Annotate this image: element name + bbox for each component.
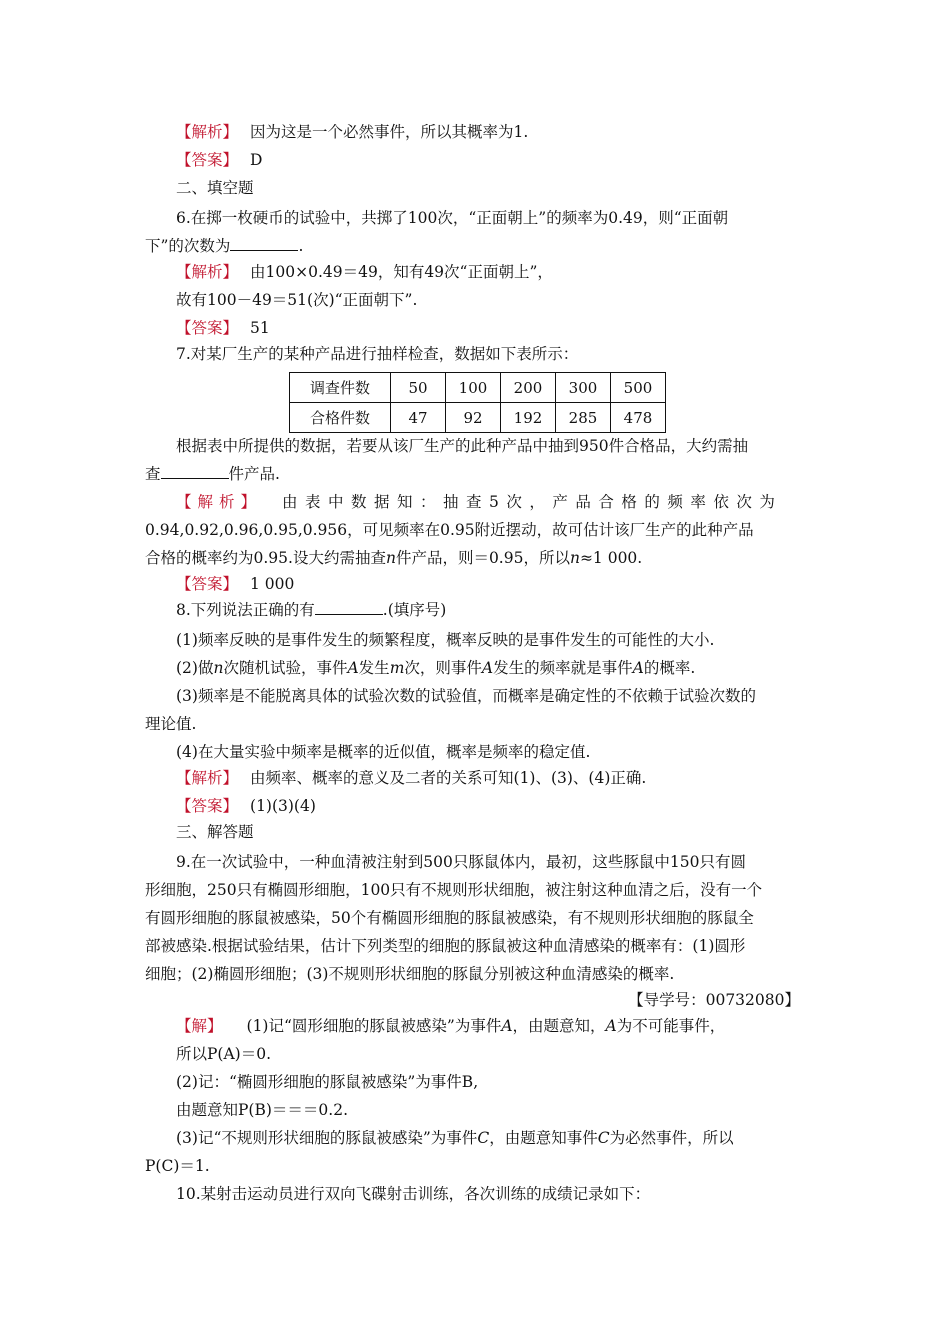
answer-tag: 【答案】 (176, 319, 239, 337)
table-cell: 47 (391, 403, 446, 433)
q8-option-4: (4)在大量实验中频率是概率的近似值，概率是频率的稳定值. (176, 743, 591, 761)
table-cell: 300 (556, 373, 611, 403)
table-row (290, 403, 666, 433)
solution-tag: 【解】 (176, 1017, 223, 1035)
question-8: 8.下列说法正确的有 .(填序号) (176, 601, 447, 619)
q6-analysis: 【解析】 由100×0.49＝49，知有49次“正面朝上”， (176, 263, 553, 281)
fill-blank (161, 464, 229, 479)
fill-blank (230, 236, 298, 251)
q9-solution: 【解】 (1)记“圆形细胞的豚鼠被感染”为事件A，由题意知，A为不可能事件， (176, 1017, 726, 1035)
analysis-tag: 【解析】 (176, 263, 239, 281)
question-9-cont: 细胞；(2)椭圆形细胞；(3)不规则形状细胞的豚鼠分别被这种血清感染的概率. (145, 965, 675, 983)
q9-solution-line: 所以P(A)＝0. (176, 1045, 272, 1063)
table-cell: 192 (501, 403, 556, 433)
q9-solution-line: (3)记“不规则形状细胞的豚鼠被感染”为事件C，由题意知事件C为必然事件，所以 (176, 1129, 734, 1147)
question-7-cont: 根据表中所提供的数据，若要从该厂生产的此种产品中抽到950件合格品，大约需抽 (176, 437, 749, 455)
table-header-cell: 合格件数 (290, 403, 391, 433)
table-cell: 285 (556, 403, 611, 433)
q9-solution-line: P(C)＝1. (145, 1157, 210, 1175)
question-9: 9.在一次试验中，一种血清被注射到500只豚鼠体内，最初，这些豚鼠中150只有圆 (176, 853, 746, 871)
q8-option-3-cont: 理论值. (145, 715, 197, 733)
question-7: 7.对某厂生产的某种产品进行抽样检查，数据如下表所示： (176, 345, 579, 363)
table-cell: 100 (446, 373, 501, 403)
question-9-cont: 形细胞，250只有椭圆形细胞，100只有不规则形状细胞，被注射这种血清之后，没有一个 (145, 881, 763, 899)
question-6: 6.在掷一枚硬币的试验中，共掷了100次，“正面朝上”的频率为0.49，则“正面朝 (176, 209, 729, 227)
question-9-cont: 有圆形细胞的豚鼠被感染，50个有椭圆形细胞的豚鼠被感染，有不规则形状细胞的豚鼠全 (145, 909, 754, 927)
analysis-tag: 【解析】 (176, 769, 239, 787)
q6-answer: 【答案】 51 (176, 319, 270, 337)
answer-tag: 【答案】 (176, 797, 239, 815)
question-10: 10.某射击运动员进行双向飞碟射击训练，各次训练的成绩记录如下： (176, 1185, 651, 1203)
table-cell: 50 (391, 373, 446, 403)
q8-answer: 【答案】 (1)(3)(4) (176, 797, 316, 815)
q7-analysis-cont: 0.94,0.92,0.96,0.95,0.956，可见频率在0.95附近摆动，故可估计该厂生产的此种产品 (145, 521, 754, 539)
q7-analysis: 【解析】 由表中数据知：抽查5次，产品合格的频率依次为 (176, 493, 783, 511)
q8-option-3: (3)频率是不能脱离具体的试验次数的试验值，而概率是确定性的不依赖于试验次数的 (176, 687, 756, 705)
q7-answer: 【答案】 1 000 (176, 575, 295, 593)
table-cell: 478 (611, 403, 666, 433)
q8-option-1: (1)频率反映的是事件发生的频繁程度，概率反映的是事件发生的可能性的大小. (176, 631, 715, 649)
q9-solution-line: (2)记：“椭圆形细胞的豚鼠被感染”为事件B, (176, 1073, 479, 1091)
data-table (289, 372, 666, 433)
analysis-tag: 【解析】 (176, 493, 263, 511)
answer-tag: 【答案】 (176, 575, 239, 593)
question-7-cont2: 查 件产品. (145, 465, 280, 483)
answer-tag: 【答案】 (176, 151, 239, 169)
section-heading: 三、解答题 (176, 823, 254, 841)
table-cell: 92 (446, 403, 501, 433)
question-6-cont: 下”的次数为 . (145, 237, 304, 255)
analysis-tag: 【解析】 (176, 123, 239, 141)
guide-number: 【导学号：00732080】 (628, 991, 800, 1009)
q7-analysis-cont2: 合格的概率约为0.95.设大约需抽查n件产品，则＝0.95，所以n≈1 000. (145, 549, 643, 567)
answer-line: 【答案】 D (176, 151, 263, 169)
analysis-line: 【解析】 因为这是一个必然事件，所以其概率为1. (176, 123, 529, 141)
fill-blank (315, 600, 383, 615)
table-cell: 500 (611, 373, 666, 403)
question-9-cont: 部被感染.根据试验结果，估计下列类型的细胞的豚鼠被这种血清感染的概率有：(1)圆形 (145, 937, 746, 955)
q6-analysis-cont: 故有100－49＝51(次)“正面朝下”. (176, 291, 418, 309)
section-heading: 二、填空题 (176, 179, 254, 197)
table-cell: 200 (501, 373, 556, 403)
q9-solution-line: 由题意知P(B)＝＝＝0.2. (176, 1101, 348, 1119)
q8-analysis: 【解析】 由频率、概率的意义及二者的关系可知(1)、(3)、(4)正确. (176, 769, 647, 787)
table-row (290, 373, 666, 403)
q8-option-2: (2)做n次随机试验，事件A发生m次，则事件A发生的频率就是事件A的概率. (176, 659, 696, 677)
table-header-cell: 调查件数 (290, 373, 391, 403)
